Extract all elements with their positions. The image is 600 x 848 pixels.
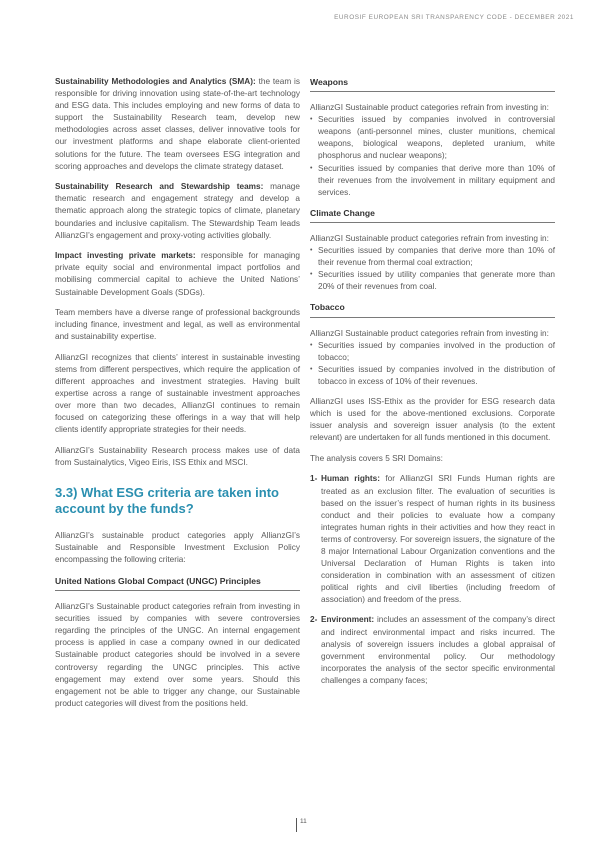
sma-text: the team is responsible for driving innovation using state-of-the-art technology and ESG data. This includes employing and new forms of data to support the Sustainability Research team, develop new methodologies across asset classes, deliver innovative tools for our investment platforms and shape elaborate client-oriented solutions for the future. The team oversees ESG integration and scoring approaches and develops the climate strategy dataset.	[55, 77, 300, 171]
weapons-intro: AllianzGI Sustainable product categories refrain from investing in:	[310, 103, 549, 113]
tobacco-list	[310, 340, 555, 388]
recognizes-paragraph: AllianzGI recognizes that clients’ interest in sustainable investing stems from different perspectives, which require the application of different approaches and investment strategies. Having built expertise across a range of sustainable investment approaches over more than two decades, AllianzGI continues to remain focused on categorizing these offerings in a way that will help clients identify appropriate strategies for their needs.	[55, 352, 300, 435]
list-item: • Securities issued by companies involved in the distribution of tobacco in excess of 10% of their revenues.	[310, 364, 555, 388]
srs-paragraph	[55, 181, 300, 241]
tobacco-intro: AllianzGI Sustainable product categories refrain from investing in:	[310, 328, 549, 338]
tobacco-heading: Tobacco	[310, 301, 555, 317]
climate-heading: Climate Change	[310, 207, 555, 223]
impact-paragraph	[55, 250, 300, 298]
domain-label: Environment:	[321, 615, 375, 625]
iss-paragraph: AllianzGI uses ISS-Ethix as the provider for ESG research data which is used for the above-mentioned exclusions. Corporate issuer analysis and sovereign issuer analysis (to the extent relevant) are undertaken for all funds mentioned in this document.	[310, 396, 555, 443]
domain-number: 2-	[310, 615, 318, 625]
domains-intro: The analysis covers 5 SRI Domains:	[310, 453, 443, 463]
climate-intro: AllianzGI Sustainable product categories refrain from investing in:	[310, 233, 549, 243]
srs-label: Sustainability Research and Stewardship teams:	[55, 182, 264, 192]
weapons-list	[310, 114, 555, 199]
domain-label: Human rights:	[321, 474, 380, 484]
list-item: • Securities issued by companies that derive more than 10% of their revenue from thermal coal extraction;	[310, 245, 555, 269]
left-column	[55, 76, 300, 718]
climate-list	[310, 245, 555, 293]
weapons-heading: Weapons	[310, 76, 555, 92]
domain-text: includes an assessment of the company’s direct and indirect environmental impact and risks incurred. The analysis of sovereign issuers includes a global appraisal of government environmental policy. Our methodology incorporates the analysis of the sector specific environmental challenges a company faces;	[321, 615, 555, 685]
sma-label: Sustainability Methodologies and Analytics (SMA):	[55, 77, 256, 86]
right-column	[310, 76, 555, 695]
domain-number: 1-	[310, 474, 318, 484]
sma-paragraph	[55, 76, 300, 173]
domain-text: for AllianzGI SRI Funds Human rights are treated as an exclusion filter. The evaluation of securities is based on the issuer’s respect of human rights in its business conduct and their policies to evaluate how a company integrates human rights in their activities and how they react in terms of controversy. For sovereign issuers, the signature of the 8 major International Labour Organization conventions and the Universal Declaration of Human Rights is taken into consideration in combination with an assessment of citizen political rights and civil liberties (including freedom of association) and freedom of the press.	[321, 474, 555, 605]
team-paragraph: Team members have a diverse range of professional backgrounds including finance, investment and legal, as well as environmental and sustainability expertise.	[55, 308, 300, 342]
section-heading-3-3: 3.3) What ESG criteria are taken into account by the funds?	[55, 485, 279, 516]
list-item: • Securities issued by companies that derive more than 10% of their revenues from the involvement in military equipment and services.	[310, 163, 555, 199]
list-item: • Securities issued by companies involved in controversial weapons (anti-personnel mines, cluster munitions, chemical weapons, biological weapons, depleted uranium, white phosphorus and nuclear weapons);	[310, 114, 555, 162]
srs-text: manage thematic research and engagement strategy and develop a thematic approach along the strategic topics of climate, planetary boundaries and inclusive capitalism. The Stewardship Team leads AllianzGI’s engagement and proxy-voting activities globally.	[55, 182, 300, 240]
list-item: • Securities issued by companies involved in the production of tobacco;	[310, 340, 555, 364]
list-item: • Securities issued by utility companies that generate more than 20% of their revenues from coal.	[310, 269, 555, 293]
research-paragraph: AllianzGI’s Sustainability Research process makes use of data from Sustainalytics, Vigeo Eiris, ISS Ethix and MSCI.	[55, 446, 300, 468]
page-number: 11	[296, 818, 307, 832]
sri-domains-list	[310, 473, 555, 687]
impact-label: Impact investing private markets:	[55, 251, 196, 261]
list-item	[310, 614, 555, 687]
ungc-heading: United Nations Global Compact (UNGC) Principles	[55, 575, 300, 591]
apply-paragraph: AllianzGI’s sustainable product categories apply AllianzGI’s Sustainable and Responsible Investment Exclusion Policy encompassing the following criteria:	[55, 531, 300, 565]
ungc-paragraph: AllianzGI’s Sustainable product categories refrain from investing in securities issued by companies with severe controversies regarding the principles of the UNGC. An internal engagement process is applied in case a company owned in our dedicated Sustainable product categories should be involved in a severe controversy regarding the UNGC principles. This active engagement may extend over some years. Should this engagement not be able to trigger any change, our Sustainable product categories will divest from the positions held.	[55, 602, 300, 708]
document-header: EUROSIF EUROPEAN SRI TRANSPARENCY CODE - DECEMBER 2021	[334, 14, 574, 21]
impact-text: responsible for managing private equity social and environmental impact portfolios and mobilising commercial capital to achieve the United Nations’ Sustainable Development Goals (SDGs).	[55, 251, 300, 297]
list-item	[310, 473, 555, 606]
